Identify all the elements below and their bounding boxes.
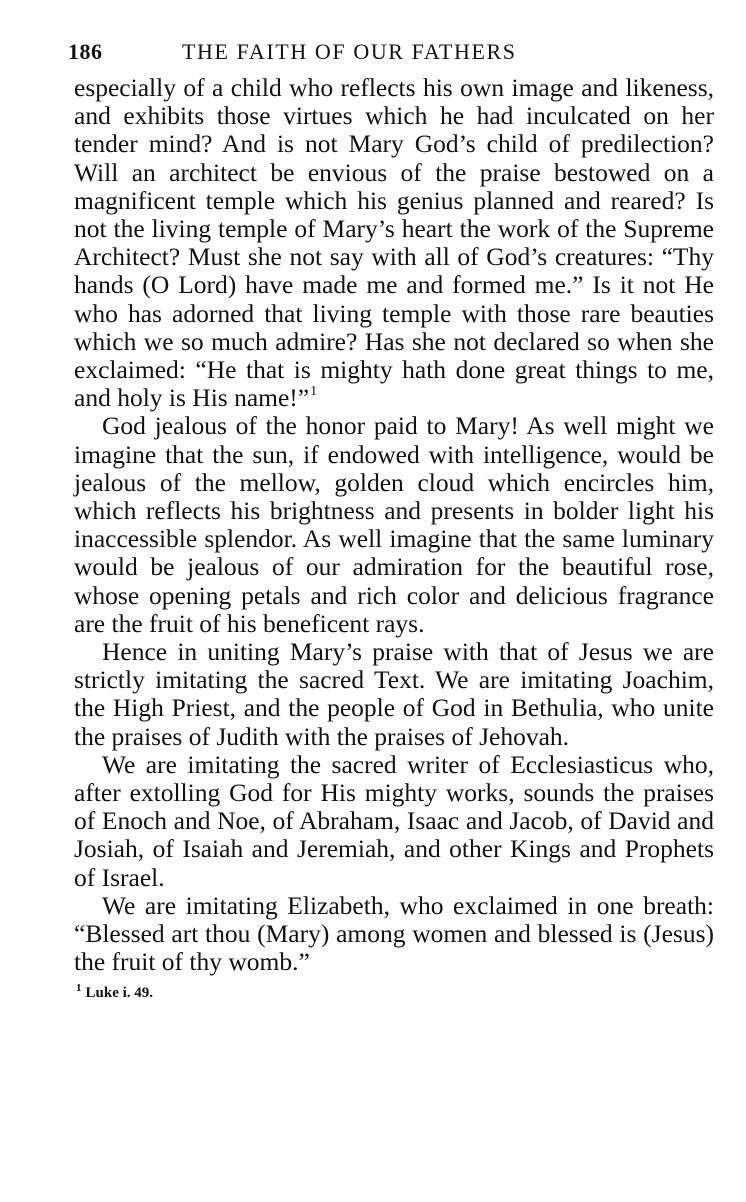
page-number: 186: [68, 39, 103, 64]
book-page: [66, 30, 714, 1005]
paragraph-text: God jealous of the honor paid to Mary! As well might we imagine that the sun, if endowed with intelligence, would be jealous of the mellow, golden cloud which encircles him, which reflects his brightness and presents in bolder light his inaccessible splendor. As well imagine that the same luminary would be jealous of our admiration for the beautiful rose, whose opening petals and rich color and delicious fragrance are the fruit of his beneficent rays.: [74, 411, 714, 638]
running-header: [66, 30, 706, 74]
paragraph-text: We are imitating the sacred writer of Ecclesiasticus who, after extolling God for His mighty works, sounds the praises of Enoch and Noe, of Abraham, Isaac and Jacob, of David and Josiah, of Isaiah and Jeremiah, and other Kings and Prophets of Israel.: [74, 749, 714, 892]
footnote: [76, 981, 706, 1005]
paragraph: [74, 751, 714, 892]
footnote-text: Luke i. 49.: [85, 984, 154, 1001]
running-title: THE FAITH OF OUR FATHERS: [182, 39, 517, 64]
paragraph-text: Hence in uniting Mary’s praise with that of Jesus we are strictly imitating the sacred Text. We are imitating Joachim, the High Priest, and the people of God in Bethulia, who unite the praises of Judith with the praises of Jehovah.: [74, 637, 714, 751]
paragraph: [74, 638, 714, 751]
paragraph: [74, 74, 714, 412]
footnote-reference: 1: [310, 383, 318, 399]
paragraph: [74, 412, 714, 638]
paragraph: [74, 892, 714, 977]
footnote-marker: 1: [76, 981, 82, 994]
body-text: [74, 74, 714, 977]
paragraph-text: especially of a child who reflects his own image and likeness, and exhibits those virtues which he had inculcated on her tender mind? And is not Mary God’s child of predilection? Will an architect be envious of the praise bestowed on a magnificent temple which his genius planned and reared? Is not the living temple of Mary’s heart the work of the Supreme Architect? Must she not say with all of God’s creatures: “Thy hands (O Lord) have made me and formed me.” Is it not He who has adorned that living temple with those rare beauties which we so much admire? Has she not declared so when she exclaimed: “He that is mighty hath done great things to me, and holy is His name!”: [74, 73, 714, 413]
paragraph-text: We are imitating Elizabeth, who exclaimed in one breath: “Blessed art thou (Mary) among women and blessed is (Jesus) the fruit of thy womb.”: [74, 890, 714, 977]
